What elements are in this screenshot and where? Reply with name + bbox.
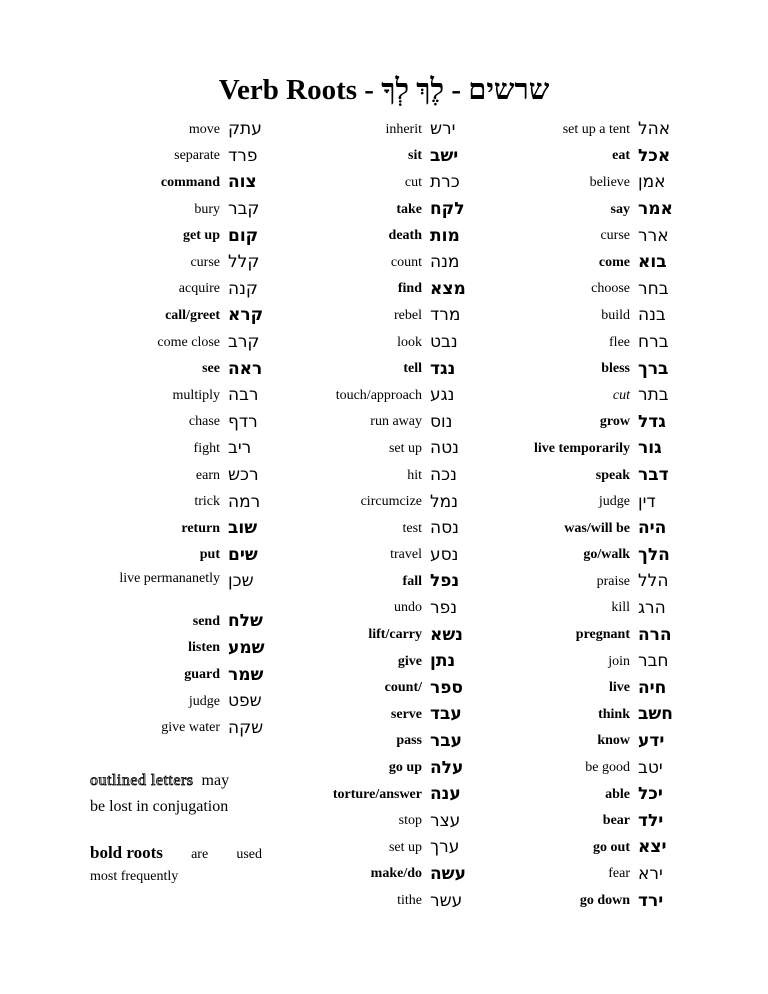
hebrew-root: אמר: [638, 199, 673, 220]
hebrew-root: הרה: [638, 624, 672, 645]
root-gloss: join: [608, 653, 630, 669]
root-entry: [300, 382, 470, 409]
root-entry: [500, 355, 678, 382]
root-gloss: curse: [600, 228, 630, 244]
root-gloss: inherit: [385, 121, 422, 137]
root-gloss: hit: [407, 467, 422, 483]
root-entry: [90, 635, 268, 662]
root-entry: [300, 143, 470, 170]
root-entry: [300, 701, 470, 728]
root-gloss: fall: [402, 573, 422, 589]
hebrew-root: מנה: [430, 252, 460, 273]
hebrew-root: נטה: [430, 438, 459, 459]
root-gloss: fear: [608, 866, 630, 882]
root-gloss: bury: [194, 201, 220, 217]
hebrew-root: רכש: [228, 465, 259, 486]
hebrew-root: ספר: [430, 677, 463, 698]
root-gloss: believe: [589, 174, 630, 190]
root-gloss: make/do: [370, 866, 422, 882]
root-entry: [500, 143, 678, 170]
root-gloss: death: [388, 228, 422, 244]
root-entry: [300, 329, 470, 356]
hebrew-root: נפל: [430, 571, 460, 592]
hebrew-root: נתן: [430, 651, 456, 672]
root-entry: [300, 648, 470, 675]
root-gloss: command: [160, 174, 220, 190]
root-entry: [90, 462, 268, 489]
hebrew-root: ירא: [638, 863, 663, 884]
hebrew-root: חיה: [638, 677, 667, 698]
hebrew-root: שכן: [228, 571, 254, 592]
hebrew-root: שלח: [228, 611, 263, 632]
root-entry: [300, 409, 470, 436]
root-gloss: multiply: [172, 387, 220, 403]
root-entry: [300, 222, 470, 249]
root-entry: [300, 302, 470, 329]
root-gloss: say: [610, 201, 630, 217]
hebrew-root: עשה: [430, 863, 466, 884]
hebrew-root: גור: [638, 438, 662, 459]
root-entry: [500, 116, 678, 143]
hebrew-root: גדל: [638, 411, 666, 432]
root-gloss: fight: [193, 440, 220, 456]
hebrew-root: נסה: [430, 518, 459, 539]
root-gloss: put: [199, 547, 220, 563]
root-entry: [300, 674, 470, 701]
hebrew-root: שים: [228, 544, 258, 565]
root-gloss: circumcize: [360, 494, 422, 510]
root-entry: [300, 834, 470, 861]
root-entry: [500, 648, 678, 675]
root-entry: [300, 568, 470, 595]
root-entry: [90, 329, 268, 356]
root-gloss: come: [598, 254, 630, 270]
root-entry: [500, 834, 678, 861]
outlined-letters-note: [90, 768, 262, 820]
root-gloss: test: [402, 520, 422, 536]
hebrew-root: נגד: [430, 358, 456, 379]
hebrew-root: יטב: [638, 757, 663, 778]
hebrew-root: בנה: [638, 305, 666, 326]
hebrew-root: עלה: [430, 757, 464, 778]
root-gloss: think: [598, 706, 630, 722]
root-gloss: undo: [394, 600, 422, 616]
root-entry: [500, 488, 678, 515]
root-entry: [300, 861, 470, 888]
hebrew-root: דין: [638, 491, 656, 512]
root-gloss: judge: [598, 494, 630, 510]
hebrew-root: הרג: [638, 597, 666, 618]
root-gloss: judge: [188, 693, 220, 709]
root-entry: [500, 382, 678, 409]
root-gloss: live permananetly: [119, 571, 220, 587]
hebrew-root: בוא: [638, 252, 667, 273]
hebrew-root: חבר: [638, 651, 669, 672]
hebrew-root: ירד: [638, 890, 664, 911]
hebrew-root: מצא: [430, 278, 466, 299]
root-entry: [500, 542, 678, 569]
root-entry: [500, 861, 678, 888]
root-gloss: pregnant: [575, 627, 630, 643]
root-gloss: count/: [384, 680, 422, 696]
hebrew-root: שמע: [228, 637, 265, 658]
root-entry: [500, 169, 678, 196]
hebrew-root: קבר: [228, 199, 260, 220]
outlined-letters-sample: outlined letters: [90, 772, 194, 789]
root-gloss: go down: [579, 893, 630, 909]
hebrew-root: רמה: [228, 491, 261, 512]
root-gloss: come close: [157, 334, 220, 350]
root-gloss: know: [597, 733, 630, 749]
root-gloss: stop: [398, 813, 422, 829]
hebrew-root: עצר: [430, 810, 461, 831]
hebrew-root: שקה: [228, 717, 264, 738]
root-gloss: set up a tent: [562, 121, 630, 137]
root-entry: [90, 488, 268, 515]
root-gloss: chase: [188, 414, 220, 430]
root-entry: [300, 728, 470, 755]
root-gloss: tell: [403, 361, 422, 377]
hebrew-root: קלל: [228, 252, 260, 273]
root-gloss: trick: [194, 494, 220, 510]
hebrew-root: שמר: [228, 664, 264, 685]
root-entry: [300, 355, 470, 382]
root-gloss: earn: [195, 467, 220, 483]
root-entry: [500, 887, 678, 914]
root-gloss: count: [390, 254, 422, 270]
hebrew-root: נשא: [430, 624, 463, 645]
root-entry: [90, 568, 268, 608]
hebrew-root: קרא: [228, 305, 264, 326]
root-entry: [90, 169, 268, 196]
root-entry: [500, 728, 678, 755]
root-entry: [90, 409, 268, 436]
root-entry: [300, 807, 470, 834]
root-gloss: live temporarily: [533, 440, 630, 456]
root-entry: [90, 542, 268, 569]
root-entry: [500, 807, 678, 834]
hebrew-root: ארר: [638, 225, 669, 246]
hebrew-root: נגע: [430, 385, 455, 406]
root-entry: [500, 462, 678, 489]
hebrew-root: ילד: [638, 810, 664, 831]
hebrew-root: ברך: [638, 358, 669, 379]
root-entry: [300, 196, 470, 223]
root-entry: [300, 488, 470, 515]
root-entry: [500, 568, 678, 595]
hebrew-root: ריב: [228, 438, 252, 459]
root-gloss: eat: [612, 148, 630, 164]
root-entry: [300, 169, 470, 196]
root-entry: [300, 621, 470, 648]
bold-roots-sample: bold roots: [90, 843, 163, 862]
root-entry: [500, 302, 678, 329]
root-entry: [90, 661, 268, 688]
root-entry: [90, 435, 268, 462]
root-gloss: guard: [184, 667, 220, 683]
root-gloss: touch/approach: [335, 387, 422, 403]
root-gloss: call/greet: [165, 307, 220, 323]
root-gloss: grow: [599, 414, 630, 430]
root-entry: [90, 222, 268, 249]
hebrew-root: ברח: [638, 332, 669, 353]
note-text: be lost in conjugation: [90, 798, 229, 815]
root-entry: [90, 714, 268, 741]
hebrew-root: ירש: [430, 119, 456, 140]
root-entry: [500, 515, 678, 542]
hebrew-root: נבט: [430, 332, 458, 353]
hebrew-root: אכל: [638, 145, 671, 166]
root-entry: [500, 595, 678, 622]
hebrew-root: שוב: [228, 518, 258, 539]
note-text: are: [191, 847, 209, 862]
root-entry: [500, 196, 678, 223]
root-gloss: choose: [591, 281, 630, 297]
root-gloss: listen: [188, 640, 220, 656]
root-gloss: flee: [609, 334, 630, 350]
hebrew-root: בחר: [638, 278, 669, 299]
root-gloss: move: [188, 121, 220, 137]
root-gloss: go/walk: [583, 547, 630, 563]
root-gloss: separate: [174, 148, 220, 164]
note-text: most frequently: [90, 869, 179, 884]
hebrew-root: מות: [430, 225, 460, 246]
root-entry: [300, 754, 470, 781]
root-entry: [90, 688, 268, 715]
hebrew-root: כרת: [430, 172, 460, 193]
root-gloss: live: [609, 680, 630, 696]
hebrew-root: בתר: [638, 385, 669, 406]
hebrew-root: נכה: [430, 465, 457, 486]
hebrew-root: קרב: [228, 332, 260, 353]
root-gloss: torture/answer: [332, 786, 422, 802]
hebrew-root: יכל: [638, 784, 663, 805]
root-gloss: build: [601, 307, 630, 323]
root-gloss: bless: [601, 361, 630, 377]
root-entry: [300, 116, 470, 143]
root-entry: [90, 515, 268, 542]
left-column: [90, 116, 268, 741]
root-entry: [300, 515, 470, 542]
root-gloss: get up: [183, 228, 220, 244]
root-gloss: send: [192, 613, 220, 629]
root-entry: [300, 542, 470, 569]
root-gloss: return: [181, 520, 220, 536]
root-entry: [90, 608, 268, 635]
root-entry: [300, 462, 470, 489]
root-gloss: take: [396, 201, 422, 217]
root-gloss: see: [202, 361, 220, 377]
hebrew-root: נפר: [430, 597, 458, 618]
hebrew-root: חשב: [638, 704, 673, 725]
root-gloss: rebel: [394, 307, 422, 323]
hebrew-root: הלך: [638, 544, 670, 565]
root-gloss: give: [397, 653, 422, 669]
root-gloss: go up: [388, 760, 422, 776]
hebrew-root: ערך: [430, 837, 460, 858]
hebrew-root: עבר: [430, 730, 462, 751]
root-entry: [300, 249, 470, 276]
hebrew-root: ידע: [638, 730, 665, 751]
middle-column: [300, 116, 470, 914]
root-gloss: give water: [161, 720, 220, 736]
root-entry: [500, 222, 678, 249]
root-gloss: go out: [593, 839, 630, 855]
hebrew-root: ראה: [228, 358, 263, 379]
bold-roots-note: [90, 842, 262, 888]
root-gloss: speak: [595, 467, 630, 483]
root-entry: [90, 249, 268, 276]
root-entry: [500, 276, 678, 303]
root-entry: [90, 196, 268, 223]
root-entry: [90, 276, 268, 303]
hebrew-root: ישב: [430, 145, 459, 166]
root-entry: [90, 382, 268, 409]
hebrew-root: נסע: [430, 544, 459, 565]
root-gloss: tithe: [397, 893, 422, 909]
hebrew-root: יצא: [638, 837, 667, 858]
root-gloss: cut: [404, 174, 422, 190]
hebrew-root: נוס: [430, 411, 453, 432]
root-gloss: acquire: [178, 281, 220, 297]
root-entry: [500, 754, 678, 781]
hebrew-root: קנה: [228, 278, 258, 299]
right-column: [500, 116, 678, 914]
root-gloss: curse: [190, 254, 220, 270]
root-gloss: set up: [388, 839, 422, 855]
hebrew-root: ענה: [430, 784, 461, 805]
root-gloss: praise: [596, 573, 630, 589]
root-entry: [300, 435, 470, 462]
hebrew-root: צוה: [228, 172, 257, 193]
hebrew-root: מרד: [430, 305, 461, 326]
root-entry: [500, 781, 678, 808]
hebrew-root: פרד: [228, 145, 258, 166]
root-gloss: kill: [611, 600, 630, 616]
hebrew-root: עבד: [430, 704, 462, 725]
root-entry: [500, 435, 678, 462]
root-gloss: travel: [390, 547, 422, 563]
hebrew-root: אמן: [638, 172, 666, 193]
hebrew-root: קום: [228, 225, 259, 246]
root-entry: [90, 116, 268, 143]
root-gloss: serve: [390, 706, 422, 722]
note-text: may: [201, 772, 230, 789]
root-entry: [500, 409, 678, 436]
root-gloss: bear: [602, 813, 630, 829]
root-gloss: set up: [388, 440, 422, 456]
note-text: used: [236, 847, 262, 862]
hebrew-root: לקח: [430, 199, 465, 220]
hebrew-root: דבר: [638, 465, 669, 486]
hebrew-root: נמל: [430, 491, 459, 512]
root-entry: [90, 302, 268, 329]
hebrew-root: אהל: [638, 119, 671, 140]
root-entry: [500, 621, 678, 648]
root-gloss: pass: [396, 733, 422, 749]
root-gloss: was/will be: [564, 520, 630, 536]
root-gloss: sit: [408, 148, 422, 164]
hebrew-root: עתק: [228, 119, 262, 140]
hebrew-root: שפט: [228, 691, 262, 712]
hebrew-root: עשר: [430, 890, 463, 911]
root-entry: [300, 595, 470, 622]
root-entry: [90, 143, 268, 170]
root-entry: [500, 701, 678, 728]
page-title: Verb Roots - שרשים - לֶךְ לְךָ: [218, 74, 550, 106]
root-gloss: able: [605, 786, 630, 802]
hebrew-root: רבה: [228, 385, 259, 406]
root-entry: [300, 276, 470, 303]
root-gloss: look: [397, 334, 422, 350]
root-entry: [90, 355, 268, 382]
hebrew-root: רדף: [228, 411, 258, 432]
root-gloss: lift/carry: [368, 627, 422, 643]
hebrew-root: היה: [638, 518, 667, 539]
root-entry: [500, 249, 678, 276]
root-entry: [500, 674, 678, 701]
hebrew-root: הלל: [638, 571, 669, 592]
root-entry: [300, 781, 470, 808]
root-entry: [500, 329, 678, 356]
root-gloss: run away: [370, 414, 422, 430]
root-gloss: cut: [612, 387, 630, 403]
root-gloss: be good: [585, 760, 630, 776]
root-entry: [300, 887, 470, 914]
root-gloss: find: [397, 281, 422, 297]
